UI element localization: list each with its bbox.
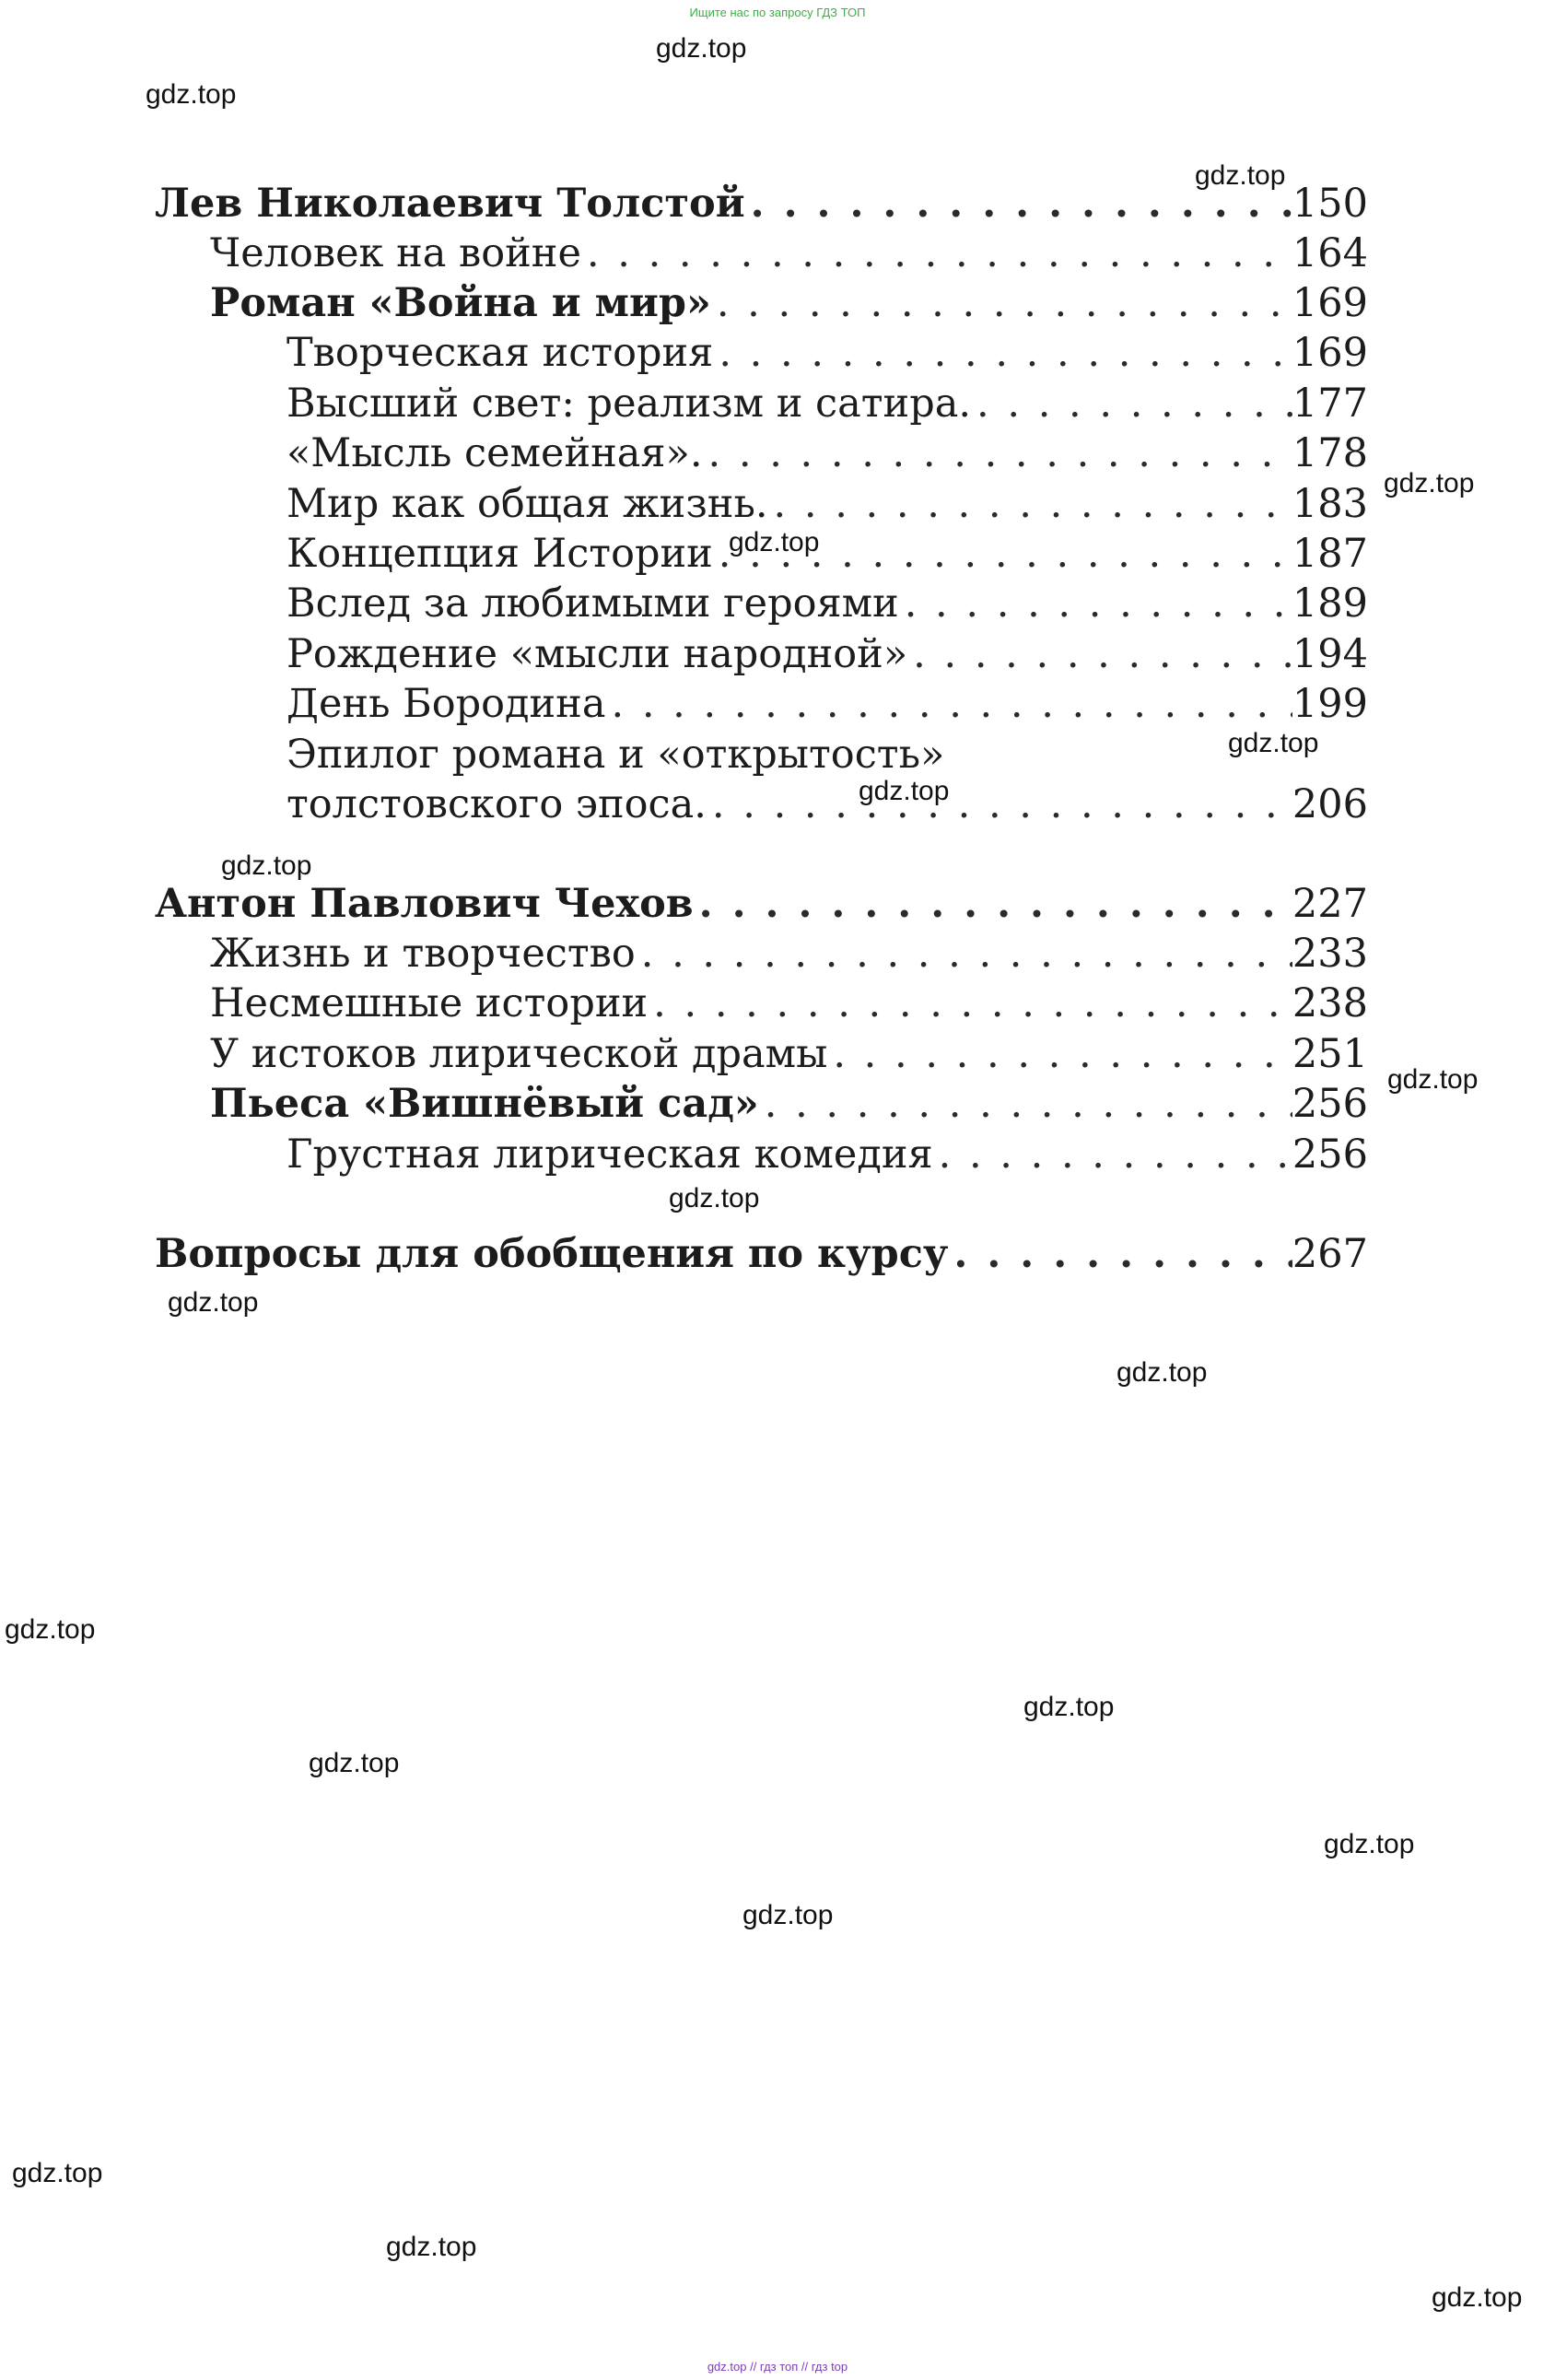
toc-title: Вслед за любимыми героями [286, 580, 899, 627]
toc-leader-dots [827, 1031, 1292, 1077]
watermark: gdz.top [1117, 1357, 1208, 1388]
toc-section-tolstoy [155, 181, 1368, 230]
toc-item [210, 230, 1368, 280]
watermark: gdz.top [729, 527, 820, 557]
toc-page-number: 251 [1292, 1031, 1368, 1077]
toc-title: «Мысль семейная». [286, 430, 703, 476]
watermark: gdz.top [309, 1748, 400, 1778]
watermark: gdz.top [221, 850, 312, 881]
toc-title: Мир как общая жизнь. [286, 481, 768, 527]
toc-page-number: 169 [1292, 330, 1368, 376]
toc-title: Человек на войне [210, 230, 581, 276]
toc-leader-dots [707, 781, 1292, 827]
toc-leader-dots [703, 430, 1292, 476]
toc-item [286, 481, 1368, 531]
watermark: gdz.top [656, 33, 747, 64]
toc-page-number: 189 [1292, 580, 1368, 627]
toc-item [210, 1031, 1368, 1081]
toc-item [286, 430, 1368, 480]
toc-title: Лев Николаевич Толстой [155, 181, 745, 227]
toc-section-chekhov [155, 881, 1368, 931]
watermark: gdz.top [669, 1183, 760, 1213]
toc-leader-dots [768, 481, 1292, 527]
toc-leader-dots [933, 1131, 1292, 1178]
watermark: gdz.top [168, 1287, 259, 1318]
toc-item [286, 330, 1368, 380]
watermark: gdz.top [12, 2158, 103, 2188]
top-banner: Ищите нас по запросу ГДЗ ТОП [689, 6, 866, 19]
toc-leader-dots [713, 330, 1292, 376]
toc-title: Несмешные истории [210, 980, 649, 1026]
toc-page-number: 267 [1292, 1231, 1368, 1277]
watermark: gdz.top [742, 1900, 834, 1930]
watermark: gdz.top [1432, 2282, 1523, 2313]
watermark: gdz.top [1023, 1692, 1115, 1722]
toc-item-line1: Эпилог романа и «открытость» [286, 732, 945, 778]
toc-title: Рождение «мысли народной» [286, 631, 908, 677]
toc-leader-dots [581, 230, 1292, 276]
toc-title: Антон Павлович Чехов [155, 881, 694, 927]
watermark: gdz.top [146, 79, 237, 110]
toc-title: День Бородина [286, 681, 606, 727]
watermark: gdz.top [386, 2232, 477, 2262]
toc-page-number: 178 [1292, 430, 1368, 476]
toc-title: Высший свет: реализм и сатира. [286, 381, 972, 427]
toc-item [286, 781, 1368, 831]
toc-page-number: 169 [1292, 280, 1368, 326]
toc-title: толстовского эпоса. [286, 781, 707, 827]
bottom-banner: gdz.top // гдз топ // гдз top [707, 2360, 848, 2374]
toc-page-number: 183 [1292, 481, 1368, 527]
toc-title: Пьеса «Вишнёвый сад» [210, 1081, 759, 1127]
watermark: gdz.top [5, 1614, 96, 1645]
toc-page-number: 177 [1292, 381, 1368, 427]
toc-item [210, 931, 1368, 980]
toc-leader-dots [907, 631, 1292, 677]
toc-item [286, 381, 1368, 430]
watermark: gdz.top [1228, 728, 1319, 758]
toc-page-number: 206 [1292, 781, 1368, 827]
toc-section-questions [155, 1231, 1368, 1281]
toc-page-number: 187 [1292, 531, 1368, 577]
toc-page-number: 227 [1292, 881, 1368, 927]
watermark: gdz.top [1324, 1829, 1415, 1859]
toc-leader-dots [694, 881, 1292, 927]
watermark: gdz.top [1387, 1064, 1479, 1095]
toc-leader-dots [745, 181, 1292, 227]
toc-item [286, 580, 1368, 630]
toc-item [210, 1081, 1368, 1131]
toc-page-number: 256 [1292, 1081, 1368, 1127]
toc-title: Грустная лирическая комедия [286, 1131, 933, 1178]
toc-page-number: 233 [1292, 931, 1368, 977]
toc-title: Вопросы для обобщения по курсу [155, 1231, 949, 1277]
toc-item [286, 531, 1368, 580]
toc-leader-dots [711, 280, 1292, 326]
toc-leader-dots [713, 531, 1292, 577]
toc-page-number: 164 [1292, 230, 1368, 276]
toc-page-number: 238 [1292, 980, 1368, 1026]
toc-item [210, 980, 1368, 1030]
toc-page-number: 194 [1292, 631, 1368, 677]
toc-leader-dots [948, 1231, 1292, 1277]
toc-leader-dots [759, 1081, 1292, 1127]
watermark: gdz.top [1384, 468, 1475, 498]
toc-leader-dots [971, 381, 1292, 427]
toc-title: Концепция Истории [286, 531, 713, 577]
toc-item [210, 280, 1368, 330]
toc-title: У истоков лирической драмы [210, 1031, 828, 1077]
toc-leader-dots [605, 681, 1292, 727]
toc-leader-dots [899, 580, 1292, 627]
toc-item [286, 1131, 1368, 1181]
toc-leader-dots [636, 931, 1292, 977]
toc-leader-dots [648, 980, 1292, 1026]
toc-page-number: 150 [1292, 181, 1368, 227]
toc-item [286, 681, 1368, 731]
toc-title: Творческая история [286, 330, 714, 376]
toc-item [286, 631, 1368, 681]
watermark: gdz.top [1195, 160, 1286, 191]
toc-page-number: 256 [1292, 1131, 1368, 1178]
toc-title: Жизнь и творчество [210, 931, 636, 977]
watermark: gdz.top [859, 776, 950, 806]
toc-page-number: 199 [1292, 681, 1368, 727]
toc-title: Роман «Война и мир» [210, 280, 711, 326]
